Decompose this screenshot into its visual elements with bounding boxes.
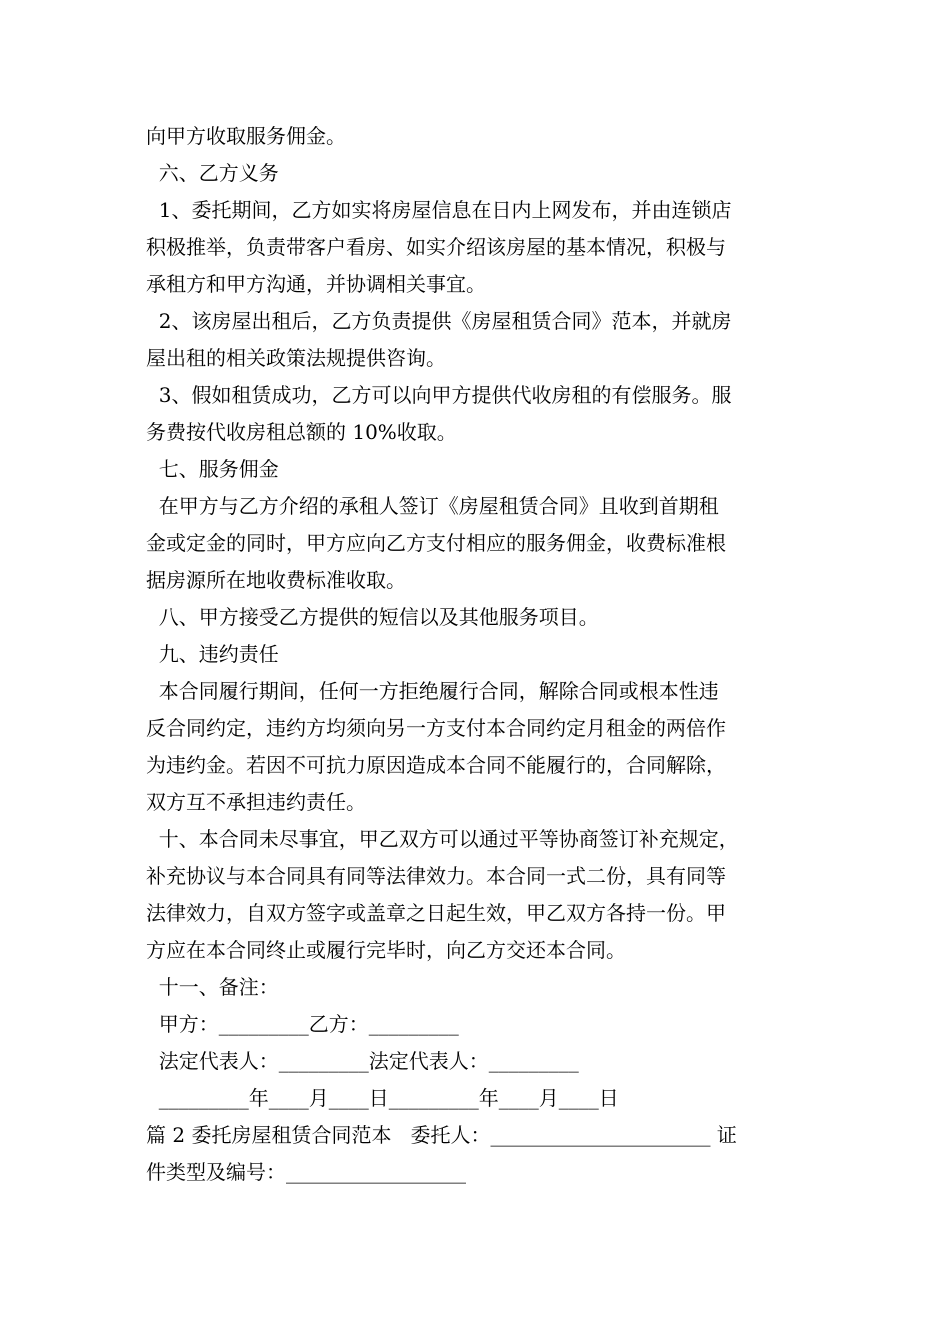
text-line: 件类型及编号：__________________ xyxy=(146,1160,466,1184)
contract-body xyxy=(146,118,836,1191)
section-heading: 七、服务佣金 xyxy=(146,457,279,481)
text-line: 据房源所在地收费标准收取。 xyxy=(146,568,406,592)
text-line: 双方互不承担违约责任。 xyxy=(146,790,366,814)
text-line: 2、该房屋出租后，乙方负责提供《房屋租赁合同》范本，并就房 xyxy=(146,309,732,333)
text-line: 法律效力，自双方签字或盖章之日起生效，甲乙双方各持一份。甲 xyxy=(146,901,726,925)
text-line: 积极推举，负责带客户看房、如实介绍该房屋的基本情况，积极与 xyxy=(146,235,726,259)
section-heading: 十一、备注： xyxy=(146,975,279,999)
text-line: 1、委托期间，乙方如实将房屋信息在日内上网发布，并由连锁店 xyxy=(146,198,732,222)
text-line: 向甲方收取服务佣金。 xyxy=(146,124,346,148)
text-line: 篇 2 委托房屋租赁合同范本 委托人：______________________ 证 xyxy=(146,1123,737,1147)
text-line: 承租方和甲方沟通，并协调相关事宜。 xyxy=(146,272,486,296)
section-heading: 八、甲方接受乙方提供的短信以及其他服务项目。 xyxy=(146,605,599,629)
text-line: 为违约金。若因不可抗力原因造成本合同不能履行的，合同解除， xyxy=(146,753,726,777)
signature-line: 甲方：_________乙方：_________ xyxy=(146,1012,459,1036)
date-line: _________年____月____日_________年____月____日 xyxy=(146,1086,619,1110)
text-line: 务费按代收房租总额的 10%收取。 xyxy=(146,420,457,444)
text-line: 3、假如租赁成功，乙方可以向甲方提供代收房租的有偿服务。服 xyxy=(146,383,732,407)
text-line: 屋出租的相关政策法规提供咨询。 xyxy=(146,346,446,370)
text-line: 十、本合同未尽事宜，甲乙双方可以通过平等协商签订补充规定， xyxy=(146,827,739,851)
text-line: 反合同约定，违约方均须向另一方支付本合同约定月租金的两倍作 xyxy=(146,716,726,740)
signature-line: 法定代表人：_________法定代表人：_________ xyxy=(146,1049,579,1073)
text-line: 补充协议与本合同具有同等法律效力。本合同一式二份，具有同等 xyxy=(146,864,726,888)
text-line: 方应在本合同终止或履行完毕时，向乙方交还本合同。 xyxy=(146,938,626,962)
section-heading: 九、违约责任 xyxy=(146,642,279,666)
text-line: 金或定金的同时，甲方应向乙方支付相应的服务佣金，收费标准根 xyxy=(146,531,726,555)
text-line: 本合同履行期间，任何一方拒绝履行合同，解除合同或根本性违 xyxy=(146,679,719,703)
text-line: 在甲方与乙方介绍的承租人签订《房屋租赁合同》且收到首期租 xyxy=(146,494,719,518)
section-heading: 六、乙方义务 xyxy=(146,161,279,185)
